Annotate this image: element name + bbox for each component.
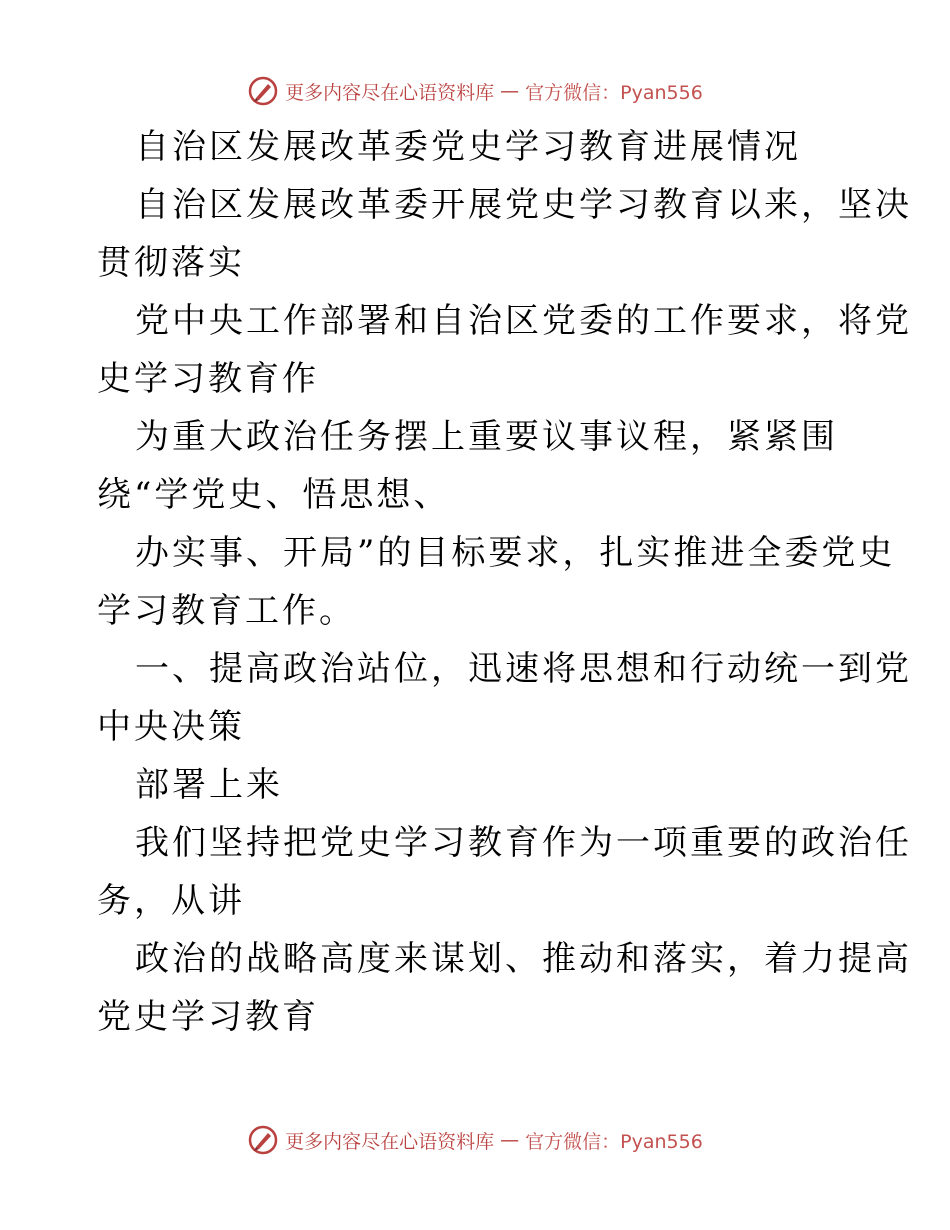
section-heading-continued: 部署上来 <box>135 765 283 805</box>
watermark-text: 更多内容尽在心语资料库 <box>285 81 495 104</box>
paragraph-line: 贯彻落实 <box>97 243 245 283</box>
paragraph-line: 史学习教育作 <box>97 359 319 399</box>
document-title: 自治区发展改革委党史学习教育进展情况 <box>135 127 801 167</box>
header-watermark <box>0 71 950 111</box>
paragraph-line: 党史学习教育 <box>97 997 319 1037</box>
watermark-dash: — <box>500 1129 520 1151</box>
watermark-dash: — <box>500 80 520 102</box>
paragraph-line: 绕“学党史、悟思想、 <box>97 475 451 515</box>
pen-logo-icon <box>247 75 279 107</box>
watermark-account: 官方微信：Pyan556 <box>525 1130 703 1153</box>
paragraph-line: 办实事、开局”的目标要求，扎实推进全委党史 <box>135 533 896 573</box>
footer-watermark <box>0 1120 950 1160</box>
paragraph-line: 党中央工作部署和自治区党委的工作要求，将党 <box>135 301 912 341</box>
document-body <box>97 118 912 1046</box>
section-heading-continued: 中央决策 <box>97 707 245 747</box>
paragraph-line: 为重大政治任务摆上重要议事议程，紧紧围 <box>135 417 838 457</box>
paragraph-line: 学习教育工作。 <box>97 591 356 631</box>
pen-logo-icon <box>247 1124 279 1156</box>
paragraph-line: 自治区发展改革委开展党史学习教育以来，坚决 <box>135 185 912 225</box>
paragraph-line: 政治的战略高度来谋划、推动和落实，着力提高 <box>135 939 912 979</box>
watermark-text: 更多内容尽在心语资料库 <box>285 1130 495 1153</box>
watermark-account: 官方微信：Pyan556 <box>525 81 703 104</box>
section-heading: 一、提高政治站位，迅速将思想和行动统一到党 <box>135 649 912 689</box>
paragraph-line: 我们坚持把党史学习教育作为一项重要的政治任 <box>135 823 912 863</box>
paragraph-line: 务，从讲 <box>97 881 245 921</box>
